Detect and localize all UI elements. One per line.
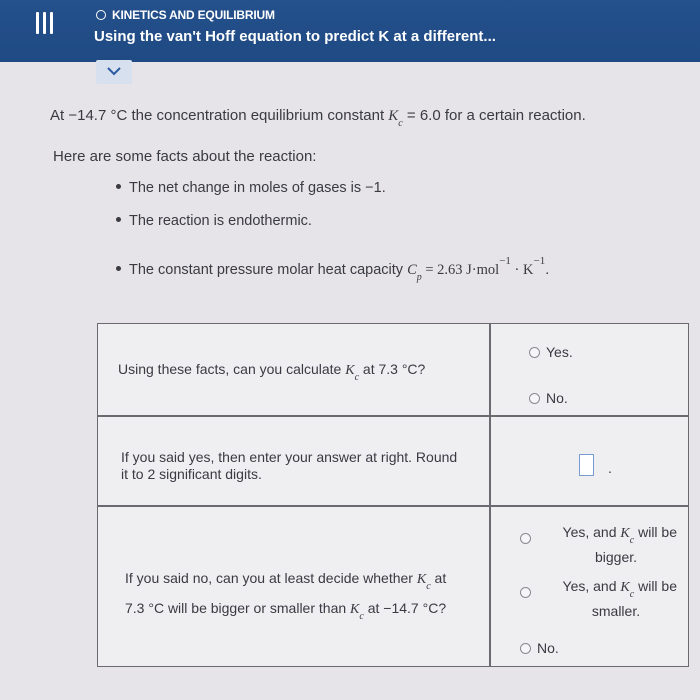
radio-no-decide[interactable]: No.	[520, 640, 559, 656]
answer-dot: .	[608, 460, 612, 476]
radio-yes-smaller[interactable]	[520, 584, 537, 600]
row-divider-2	[97, 505, 689, 507]
question-text: At −14.7 °C the concentration equilibrium constant $K_c = 6.0$ for a certain reaction.	[50, 107, 586, 129]
table-divider	[489, 323, 491, 667]
expand-button[interactable]	[96, 60, 132, 84]
row3-question: If you said no, can you at least decide whether $K_c$ at 7.3 °C will be bigger or smaller than $K_c$ at −14.7 °C?	[125, 570, 447, 622]
page-title: Using the van't Hoff equation to predict K at a different...	[94, 28, 496, 45]
option-bigger-label: Yes, and $K_c$ will be bigger.	[562, 524, 677, 565]
header-bar	[0, 0, 700, 62]
radio-yes-bigger[interactable]	[520, 530, 537, 546]
row-divider-1	[97, 415, 689, 417]
radio-no[interactable]: No.	[529, 390, 568, 406]
topic-circle-icon	[96, 10, 106, 20]
facts-intro: Here are some facts about the reaction:	[53, 148, 317, 165]
fact-heat-capacity: The constant pressure molar heat capacity $C_p = 2.63$ $J\cdot mol^{-1} \cdot K^{-1}$.	[116, 255, 549, 283]
menu-icon[interactable]	[34, 12, 56, 34]
fact-gases: The net change in moles of gases is −1.	[116, 180, 386, 196]
answer-input[interactable]	[579, 454, 594, 476]
row1-question: Using these facts, can you calculate $K_c$ at 7.3 °C?	[118, 361, 426, 383]
topic-label: KINETICS AND EQUILIBRIUM	[96, 8, 275, 22]
row2-instructions: If you said yes, then enter your answer at right. Round it to 2 significant digits.	[121, 449, 458, 482]
option-smaller-label: Yes, and $K_c$ will be smaller.	[562, 578, 677, 619]
chevron-down-icon	[107, 66, 121, 76]
fact-endothermic: The reaction is endothermic.	[116, 213, 312, 229]
radio-yes[interactable]: Yes.	[529, 344, 573, 360]
